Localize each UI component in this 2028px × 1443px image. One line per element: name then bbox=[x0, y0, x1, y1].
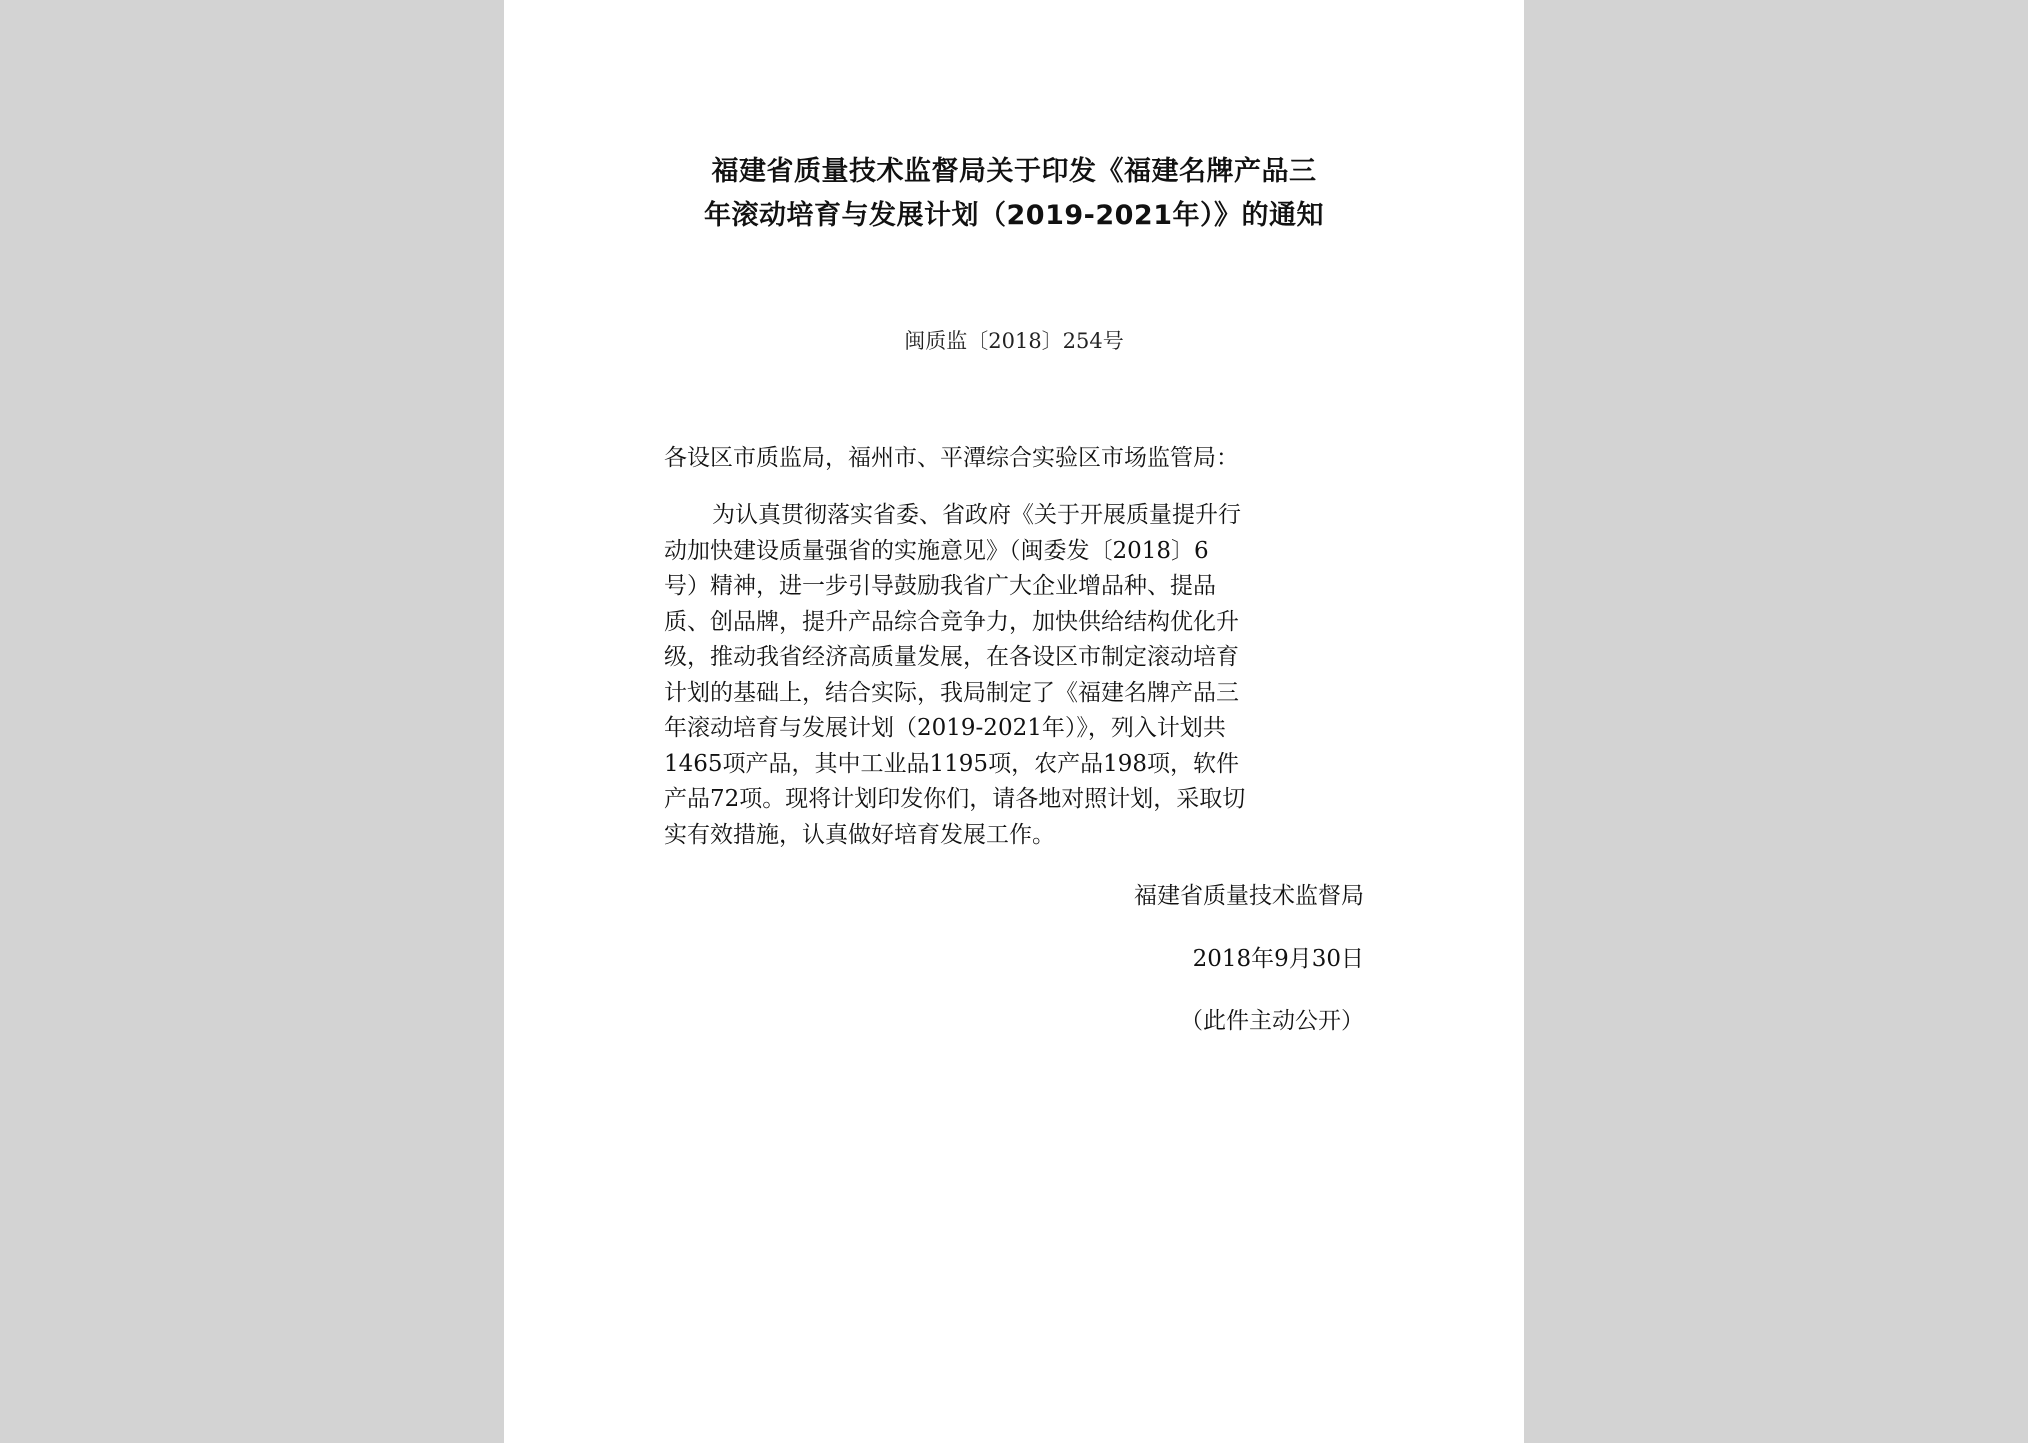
issuer-signature: 福建省质量技术监督局 bbox=[1134, 883, 1364, 909]
body-line: 1465项产品，其中工业品1195项，农产品198项，软件 bbox=[664, 750, 1239, 777]
body-line: 质、创品牌，提升产品综合竞争力，加快供给结构优化升 bbox=[664, 608, 1239, 635]
document-number: 闽质监〔2018〕254号 bbox=[904, 329, 1124, 353]
document-title bbox=[604, 150, 1424, 238]
body-line: 实有效措施，认真做好培育发展工作。 bbox=[664, 821, 1055, 848]
title-line-1: 福建省质量技术监督局关于印发《福建名牌产品三 bbox=[711, 156, 1317, 187]
disclosure-note: （此件主动公开） bbox=[1180, 1008, 1364, 1034]
body-line: 动加快建设质量强省的实施意见》（闽委发〔2018〕6 bbox=[664, 537, 1209, 564]
body-line: 号）精神，进一步引导鼓励我省广大企业增品种、提品 bbox=[664, 573, 1216, 599]
body-line: 计划的基础上，结合实际，我局制定了《福建名牌产品三 bbox=[664, 679, 1239, 706]
document-page bbox=[504, 0, 1524, 1443]
document-body bbox=[664, 498, 1384, 853]
body-line: 产品72项。现将计划印发你们，请各地对照计划，采取切 bbox=[664, 786, 1246, 812]
body-line: 级，推动我省经济高质量发展，在各设区市制定滚动培育 bbox=[664, 644, 1239, 670]
title-line-2: 年滚动培育与发展计划（2019-2021年）》的通知 bbox=[704, 200, 1324, 231]
body-line: 年滚动培育与发展计划（2019-2021年）》，列入计划共 bbox=[664, 715, 1226, 741]
body-line: 为认真贯彻落实省委、省政府《关于开展质量提升行 bbox=[712, 502, 1241, 528]
addressee: 各设区市质监局，福州市、平潭综合实验区市场监管局： bbox=[664, 445, 1239, 471]
issue-date: 2018年9月30日 bbox=[1192, 946, 1364, 972]
